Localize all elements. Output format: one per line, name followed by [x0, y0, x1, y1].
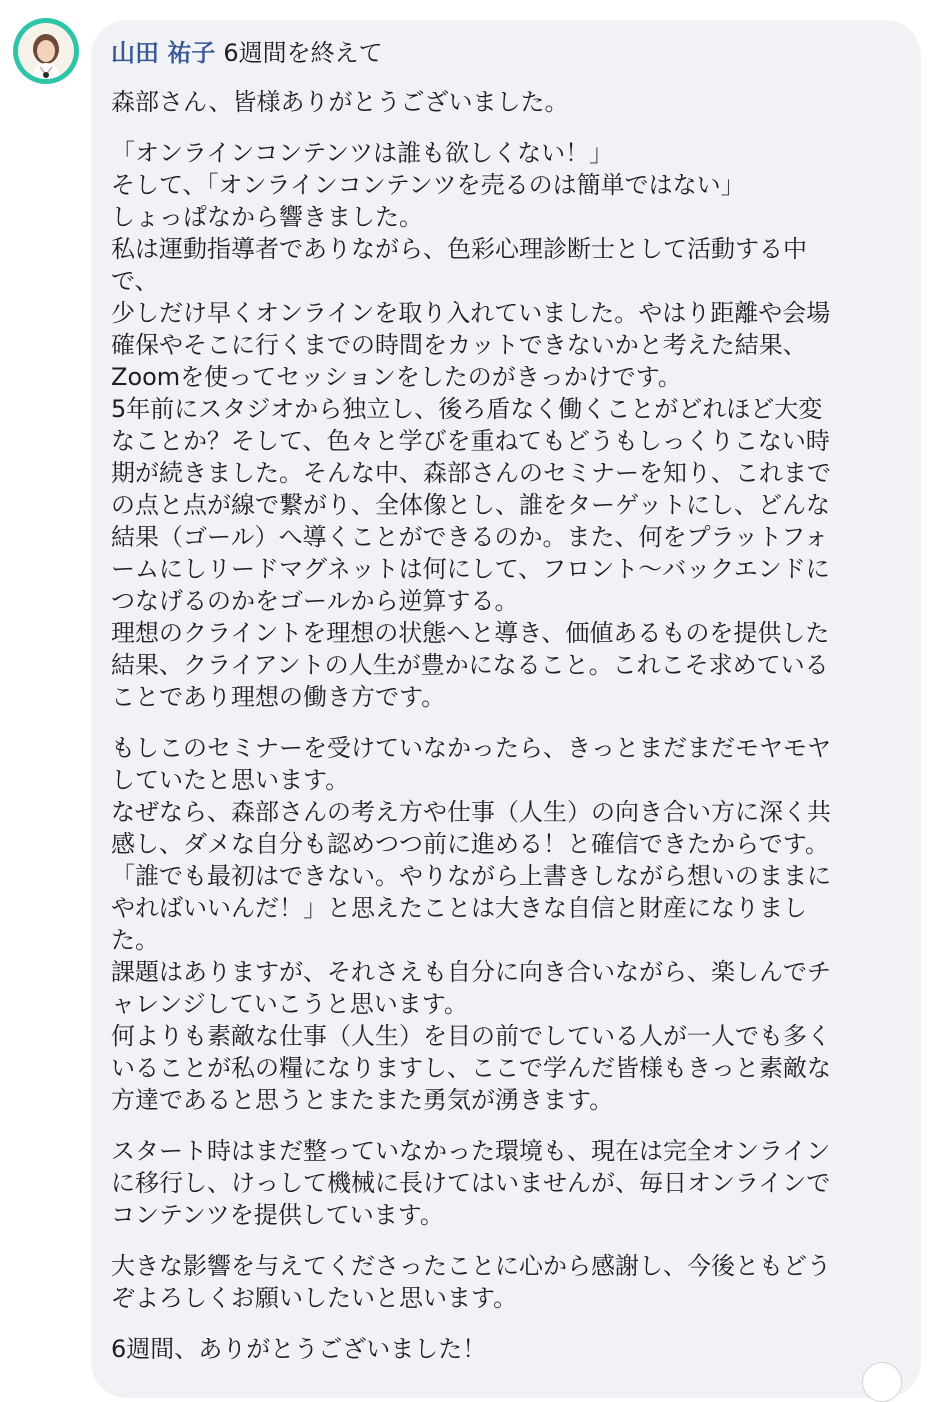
comment-text-line: いることが私の糧になりますし、ここで学んだ皆様もきっと素敵な — [111, 1054, 831, 1082]
comment-text-line: 課題はありますが、それさえも自分に向き合いながら、楽しんでチ — [111, 958, 831, 986]
comment-text-line: 私は運動指導者でありながら、色彩心理診断士として活動する中 — [111, 235, 807, 263]
avatar[interactable] — [13, 18, 79, 84]
comment-text-line: コンテンツを提供しています。 — [111, 1201, 444, 1229]
reaction-badge[interactable] — [862, 1362, 902, 1402]
comment-paragraph — [111, 137, 901, 713]
comment-paragraph — [111, 732, 901, 1116]
comment-text-line: ぞよろしくお願いしたいと思います。 — [111, 1284, 518, 1312]
comment-text-line: しょっぱなから響きました。 — [111, 203, 423, 231]
comment-text-line: で、 — [111, 267, 159, 295]
author-name-link[interactable]: 山田 祐子 — [111, 39, 216, 67]
comment-text-line: そして、「オンラインコンテンツを売るのは簡単ではない」 — [111, 171, 745, 199]
comment-text-line: の点と点が線で繋がり、全体像とし、誰をターゲットにし、どんな — [111, 491, 831, 519]
comment-text-line: なことか？そして、色々と学びを重ねてもどうもしっくりこない時 — [111, 427, 830, 455]
comment-text-line: 確保やそこに行くまでの時間をカットできないかと考えた結果、 — [111, 331, 807, 359]
comment-text-line: 方達であると思うとまたまた勇気が湧きます。 — [111, 1086, 614, 1114]
comment-title: 6週間を終えて — [223, 39, 383, 67]
comment-text-line: 少しだけ早くオンラインを取り入れていました。やはり距離や会場 — [111, 299, 831, 327]
comment-bubble — [91, 20, 921, 1398]
comment-text-line: 感し、ダメな自分も認めつつ前に進める！と確信できたからです。 — [111, 830, 829, 858]
comment-text-line: 結果、クライアントの人生が豊かになること。これこそ求めている — [111, 651, 829, 679]
comment-text-line: つなげるのかをゴールから逆算する。 — [111, 587, 519, 615]
comment-paragraph — [111, 86, 901, 118]
comment-text-line: ことであり理想の働き方です。 — [111, 683, 446, 711]
comment-text-line: 「誰でも最初はできない。やりながら上書きしながら想いのままに — [111, 862, 831, 890]
comment-text-line: 森部さん、皆様ありがとうございました。 — [111, 88, 569, 116]
profile-photo-icon — [18, 23, 74, 79]
comment-text-line: 結果（ゴール）へ導くことができるのか。また、何をプラットフォ — [111, 523, 829, 551]
comment-text-line: 6週間、ありがとうございました！ — [111, 1335, 487, 1363]
comment-paragraph — [111, 1333, 901, 1365]
comment-text-line: やればいいんだ！」と思えたことは大きな自信と財産になりまし — [111, 894, 807, 922]
comment-header — [111, 36, 901, 70]
comment-text-line: 何よりも素敵な仕事（人生）を目の前でしている人が一人でも多く — [111, 1022, 831, 1050]
comment-text-line: 大きな影響を与えてくださったことに心から感謝し、今後ともどう — [111, 1252, 831, 1280]
comment-body — [111, 86, 901, 1365]
comment-text-line: Zoomを使ってセッションをしたのがきっかけです。 — [111, 363, 682, 391]
comment-text-line: に移行し、けっして機械に長けてはいませんが、毎日オンラインで — [111, 1169, 831, 1197]
comment-paragraph — [111, 1250, 901, 1314]
comment-text-line: ャレンジしていこうと思います。 — [111, 990, 468, 1018]
comment-text-line: 理想のクライントを理想の状態へと導き、価値あるものを提供した — [111, 619, 830, 647]
comment-text-line: ームにしリードマグネットは何にして、フロント〜バックエンドに — [111, 555, 830, 583]
comment-text-line: 期が続きました。そんな中、森部さんのセミナーを知り、これまで — [111, 459, 831, 487]
comment-text-line: なぜなら、森部さんの考え方や仕事（人生）の向き合い方に深く共 — [111, 798, 831, 826]
comment-text-line: もしこのセミナーを受けていなかったら、きっとまだまだモヤモヤ — [111, 734, 831, 762]
comment-text-line: 「オンラインコンテンツは誰も欲しくない！」 — [111, 139, 614, 167]
comment-text-line: していたと思います。 — [111, 766, 350, 794]
comment-paragraph — [111, 1135, 901, 1231]
comment-text-line: スタート時はまだ整っていなかった環境も、現在は完全オンライン — [111, 1137, 831, 1165]
comment-text-line: 5年前にスタジオから独立し、後ろ盾なく働くことがどれほど大変 — [111, 395, 823, 423]
comment-text-line: た。 — [111, 926, 159, 954]
